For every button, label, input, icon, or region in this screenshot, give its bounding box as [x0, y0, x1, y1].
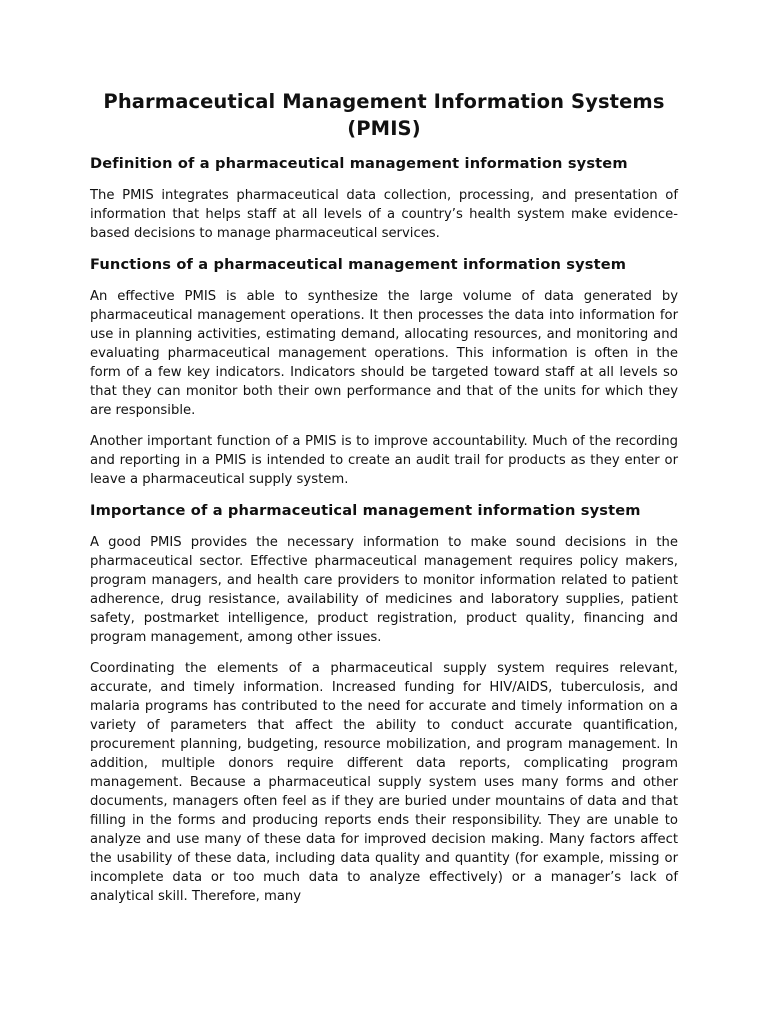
paragraph: The PMIS integrates pharmaceutical data collection, processing, and presentation of information that helps staff at all levels of a country’s health system make evidence-based decisions to manage pharmaceutical services.: [90, 188, 678, 241]
section-definition: [90, 154, 678, 243]
section-heading: Definition of a pharmaceutical management information system: [90, 155, 628, 172]
paragraph: Another important function of a PMIS is to improve accountability. Much of the recording and reporting in a PMIS is intended to create an audit trail for products as they enter or leave a pharmaceutical supply system.: [90, 434, 678, 487]
section-functions: [90, 255, 678, 489]
section-heading: Functions of a pharmaceutical management information system: [90, 256, 627, 273]
paragraph: Coordinating the elements of a pharmaceutical supply system requires relevant, accurate, and timely information. Increased funding for HIV/AIDS, tuberculosis, and malaria programs has contributed to the need for accurate and timely information on a variety of parameters that affect the ability to conduct accurate quantification, procurement planning, budgeting, resource mobilization, and program management. In addition, multiple donors require different data reports, complicating program management. Because a pharmaceutical supply system uses many forms and other documents, managers often feel as if they are buried under mountains of data and that filling in the forms and producing reports ends their responsibility. They are unable to analyze and use many of these data for improved decision making. Many factors affect the usability of these data, including data quality and quantity (for example, missing or incomplete data or too much data to analyze effectively) or a manager’s lack of analytical skill. Therefore, many: [90, 661, 678, 904]
document-title: Pharmaceutical Management Information Systems (PMIS): [103, 90, 665, 140]
paragraph: A good PMIS provides the necessary information to make sound decisions in the pharmaceutical sector. Effective pharmaceutical management requires policy makers, program managers, and health care providers to monitor information related to patient adherence, drug resistance, availability of medicines and laboratory supplies, patient safety, postmarket intelligence, product registration, product quality, financing and program management, among other issues.: [90, 535, 678, 645]
paragraph: An effective PMIS is able to synthesize the large volume of data generated by pharmaceutical management operations. It then processes the data into information for use in planning activities, estimating demand, allocating resources, and monitoring and evaluating pharmaceutical management operations. This information is often in the form of a few key indicators. Indicators should be targeted toward staff at all levels so that they can monitor both their own performance and that of the units for which they are responsible.: [90, 289, 678, 418]
section-importance: [90, 501, 678, 906]
document-page: [90, 88, 678, 918]
section-heading: Importance of a pharmaceutical management information system: [90, 502, 641, 519]
